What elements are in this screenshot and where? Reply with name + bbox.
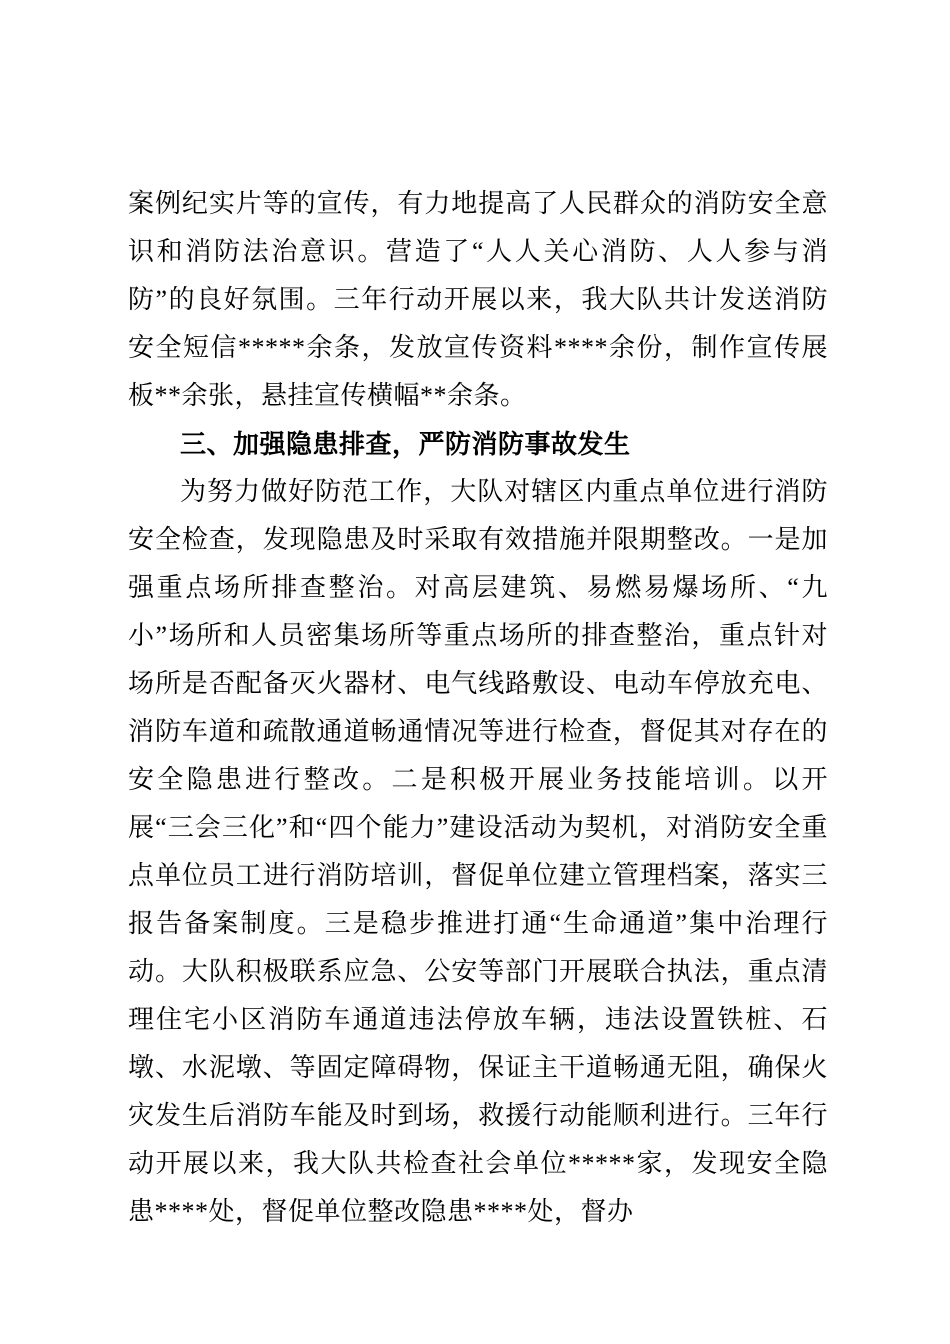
body-paragraph: 为努力做好防范工作，大队对辖区内重点单位进行消防安全检查，发现隐患及时采取有效措施并限期整改。一是加强重点场所排查整治。对高层建筑、易燃易爆场所、“九小”场所和人员密集场所等重点场所的排查整治，重点针对场所是否配备灭火器材、电气线路敷设、电动车停放充电、消防车道和疏散通道畅通情况等进行检查，督促其对存在的安全隐患进行整改。二是积极开展业务技能培训。以开展“三会三化”和“四个能力”建设活动为契机，对消防安全重点单位员工进行消防培训，督促单位建立管理档案，落实三报告备案制度。三是稳步推进打通“生命通道”集中治理行动。大队积极联系应急、公安等部门开展联合执法，重点清理住宅小区消防车通道违法停放车辆，违法设置铁桩、石墩、水泥墩、等固定障碍物，保证主干道畅通无阻，确保火灾发生后消防车能及时到场，救援行动能顺利进行。三年行动开展以来，我大队共检查社会单位*****家，发现安全隐患****处，督促单位整改隐患****处，督办 [128,477,828,1226]
section-heading: 三、加强隐患排查，严防消防事故发生 [180,429,631,459]
body-paragraph-continuation: 案例纪实片等的宣传，有力地提高了人民群众的消防安全意识和消防法治意识。营造了“人人关心消防、人人参与消防”的良好氛围。三年行动开展以来，我大队共计发送消防安全短信*****余条，发放宣传资料****余份，制作宣传展板**余张，悬挂宣传横幅**余条。 [128,189,828,410]
